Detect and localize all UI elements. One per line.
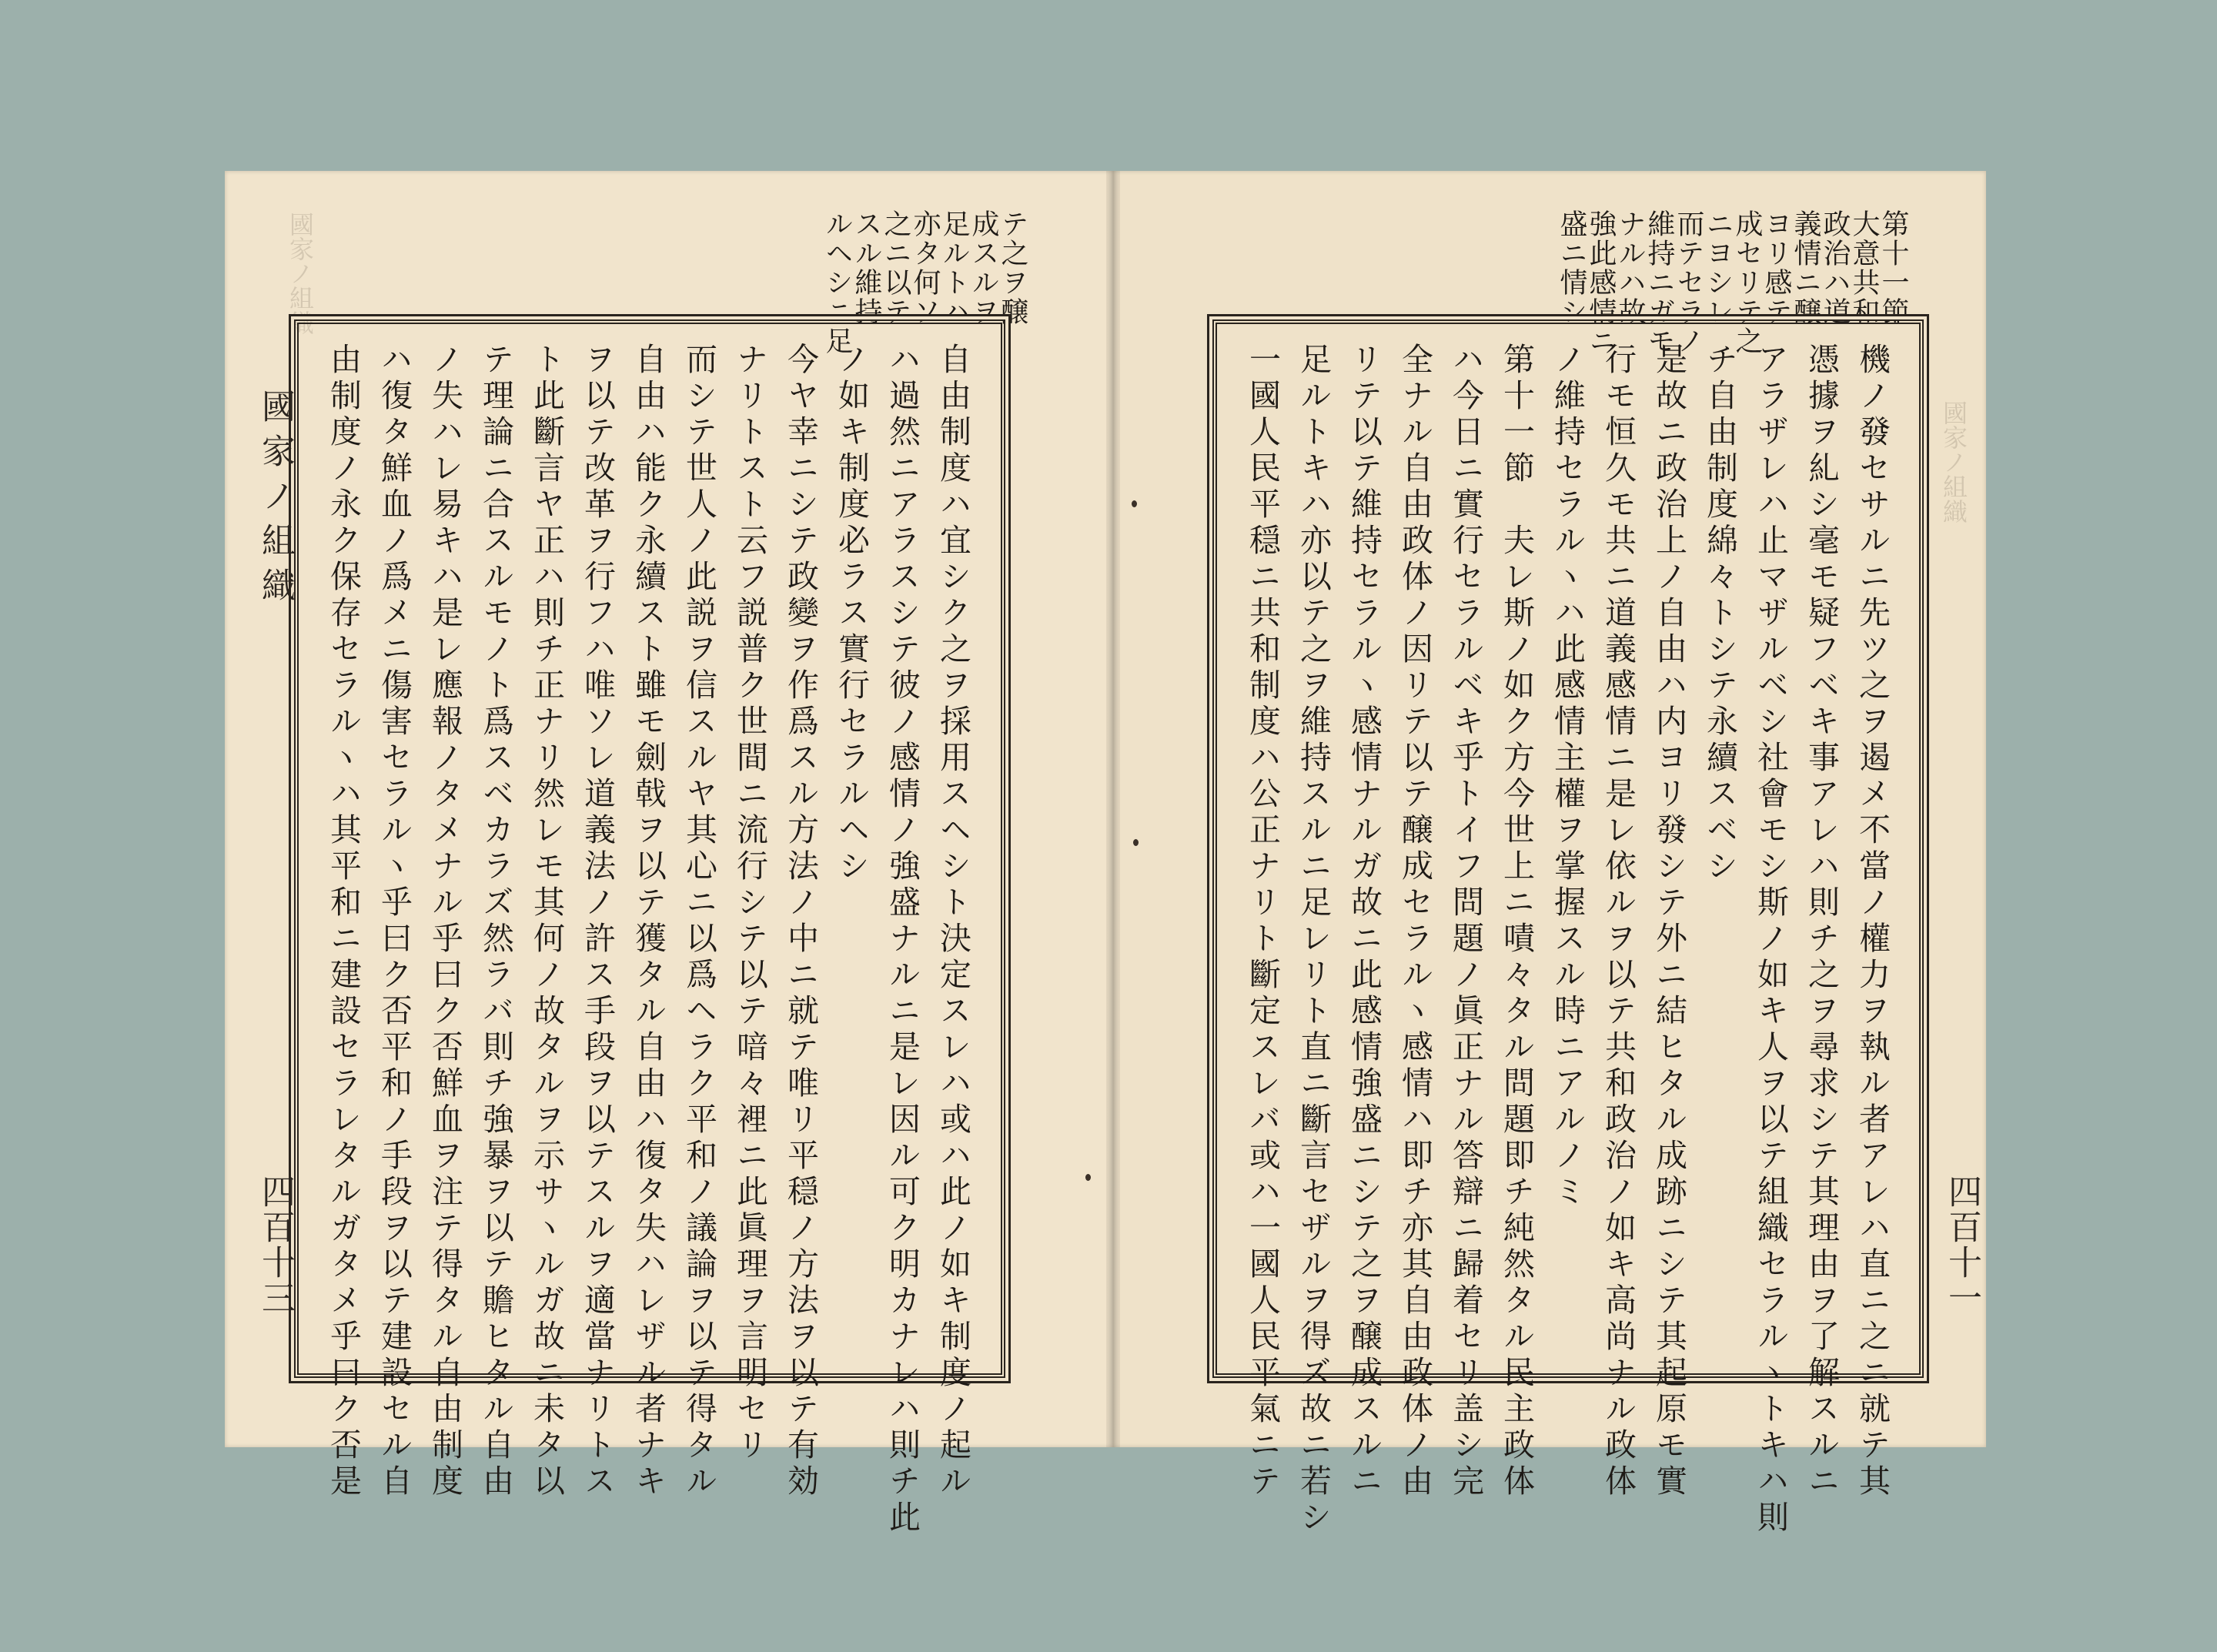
- header-line: テ之ヲ醸: [997, 209, 1028, 326]
- text-column: ノ如キ制度必ラス實行セラルヘシ: [833, 343, 870, 885]
- text-column: 由制度ノ永ク保存セラルヽハ其平和ニ建設セラレタルガタメ乎曰ク否是: [325, 343, 362, 1500]
- header-line: 成スルヲ: [968, 209, 999, 326]
- text-column: ト此斷言ヤ正ハ則チ正ナリ然レモ其何ノ故タルヲ示サヽルガ故ニ未タ以: [528, 343, 565, 1500]
- text-column: 今ヤ幸ニシテ政變ヲ作爲スル方法ノ中ニ就テ唯リ平穏ノ方法ヲ以テ有効: [782, 343, 819, 1500]
- show-through: 國家ノ組織: [286, 212, 315, 335]
- text-column: チ自由制度綿々トシテ永續スベシ: [1701, 343, 1738, 885]
- header-line: 成セリテ之: [1731, 209, 1763, 356]
- header-line: 足ルトハ: [938, 209, 970, 326]
- text-column: ハ今日ニ實行セラルベキ乎トイフ問題ノ眞正ナル答辯ニ歸着セリ盖シ完: [1447, 343, 1484, 1500]
- show-through: 國家ノ組織: [1939, 400, 1968, 523]
- book-gutter: [1106, 171, 1120, 1447]
- header-line: 維持ニガモ: [1644, 209, 1675, 356]
- running-head: 國家ノ組織: [256, 389, 295, 612]
- page-number: 四百十一: [1942, 1174, 1981, 1316]
- text-column: テ理論ニ合スルモノト爲スベカラズ然ラバ則チ強暴ヲ以テ贍ヒタル自由: [477, 343, 514, 1500]
- text-column: アラザレハ止マザルベシ社會モシ斯ノ如キ人ヲ以テ組織セラルヽトキハ則: [1752, 343, 1789, 1537]
- text-column: ハ過然ニアラスシテ彼ノ感情ノ強盛ナルニ是レ因ル可ク明カナレハ則チ此: [884, 343, 921, 1537]
- header-line: ニヨシレ: [1702, 209, 1734, 326]
- binding-hole: [1133, 839, 1139, 846]
- text-column: 第十一節 夫レ斯ノ如ク方今世上ニ嘖々タル問題即チ純然タル民主政体: [1498, 343, 1535, 1500]
- page-number: 四百十三: [256, 1174, 295, 1316]
- text-column: 全ナル自由政体ノ因リテ以テ醸成セラルヽ感情ハ即チ亦其自由政体ノ由: [1396, 343, 1433, 1500]
- header-line: 第十一節: [1878, 209, 1909, 326]
- text-column: 足ルトキハ亦以テ之ヲ維持スルニ足レリト直ニ斷言セザルヲ得ズ故ニ若シ: [1295, 343, 1332, 1537]
- text-column: ナリトスト云フ説普ク世間ニ流行シテ以テ喑々裡ニ此眞理ヲ言明セリ: [731, 343, 768, 1464]
- text-column: 而シテ世人ノ此説ヲ信スルヤ其心ニ以爲ヘラク平和ノ議論ヲ以テ得タル: [680, 343, 717, 1500]
- text-column: ハ復タ鮮血ノ爲メニ傷害セラルヽ乎曰ク否平和ノ手段ヲ以テ建設セル自: [376, 343, 413, 1500]
- header-line: 而テセラノ: [1673, 209, 1704, 356]
- text-column: 機ノ發セサルニ先ツ之ヲ遏メ不當ノ權力ヲ執ル者アレハ直ニ之ニ就テ其: [1854, 343, 1891, 1500]
- header-line: ヨリ感テ: [1761, 209, 1792, 326]
- header-line: 盛ニ情シ: [1556, 209, 1587, 326]
- header-line: 政治ハ道: [1819, 209, 1851, 326]
- header-line: スル維持: [851, 209, 882, 326]
- text-column: ノ失ハレ易キハ是レ應報ノタメナル乎曰ク否鮮血ヲ注テ得タル自由制度: [426, 343, 463, 1500]
- text-column: 自由ハ能ク永續スト雖モ劍戟ヲ以テ獲タル自由ハ復タ失ハレザル者ナキ: [630, 343, 667, 1500]
- header-line: 之ニ以テ: [880, 209, 911, 326]
- header-line: ナルハ故: [1614, 209, 1646, 326]
- text-column: リテ以テ維持セラルヽ感情ナルガ故ニ此感情強盛ニシテ之ヲ醸成スルニ: [1346, 343, 1383, 1500]
- text-column: ヲ以テ改革ヲ行フハ唯ソレ道義法ノ許ス手段ヲ以テスルヲ適當ナリトス: [579, 343, 616, 1500]
- header-line: 強此感情ニ: [1585, 209, 1617, 356]
- binding-hole: [1085, 1174, 1091, 1181]
- text-column: 自由制度ハ宜シク之ヲ採用スヘシト決定スレハ或ハ此ノ如キ制度ノ起ル: [935, 343, 971, 1500]
- header-line: 義情ニ醸: [1790, 209, 1821, 326]
- header-line: 亦タ何ソ: [909, 209, 941, 326]
- binding-hole: [1132, 500, 1137, 507]
- text-column: 行モ恒久モ共ニ道義感情ニ是レ依ルヲ以テ共和政治ノ如キ高尚ナル政体: [1600, 343, 1637, 1500]
- text-column: ノ維持セラルヽハ此感情主權ヲ掌握スル時ニアルノミ: [1549, 343, 1586, 1211]
- text-column: 憑據ヲ糺シ毫モ疑フベキ事アレハ則チ之ヲ尋求シテ其理由ヲ了解スルニ: [1803, 343, 1840, 1500]
- header-line: 大意共和: [1848, 209, 1880, 326]
- header-line: ルヘシニ足: [821, 209, 853, 356]
- text-column: 一國人民平穏ニ共和制度ハ公正ナリト斷定スレバ或ハ一國人民平氣ニテ: [1244, 343, 1281, 1500]
- text-column: 是故ニ政治上ノ自由ハ内ヨリ發シテ外ニ結ヒタル成跡ニシテ其起原モ實: [1650, 343, 1687, 1500]
